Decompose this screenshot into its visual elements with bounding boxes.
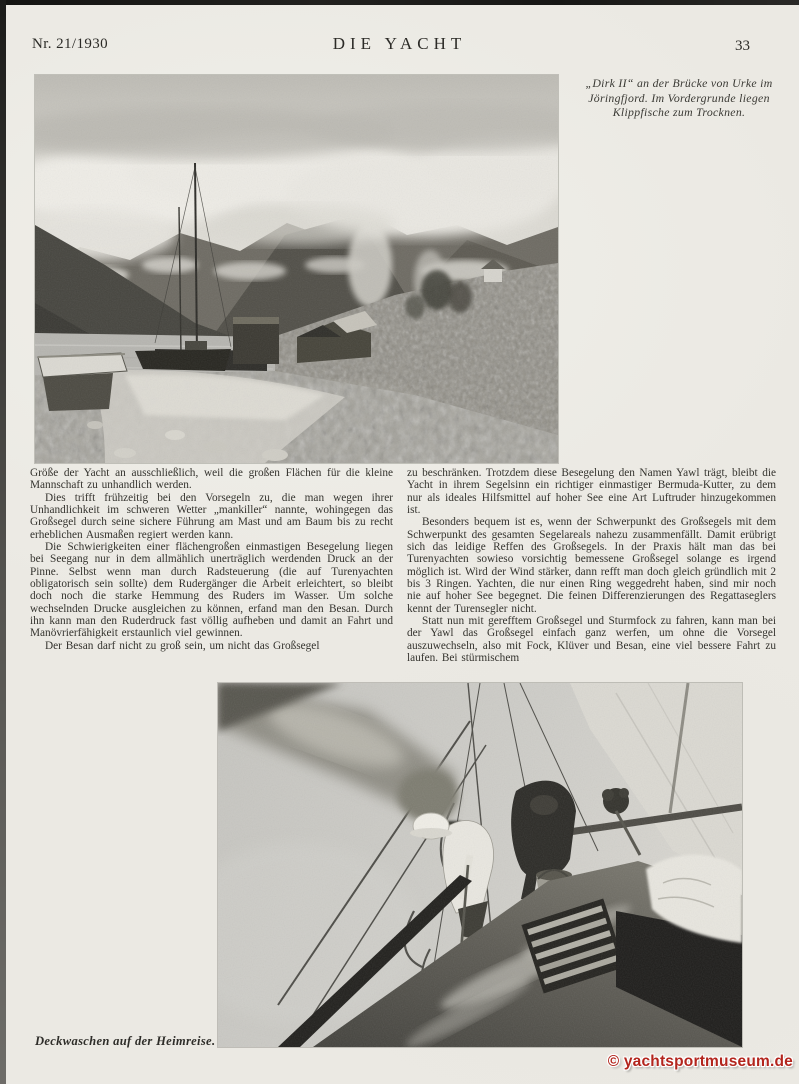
issue-number: Nr. 21/1930	[32, 36, 109, 52]
paragraph: Dies trifft frühzeitig bei den Vorsegeln zu, die man wegen ihrer Unhandlichkeit im schweren Wetter „mankiller“ nannte, wohingegen das Großsegel durch seine sichere Führung am Mast und am Baum bis zu recht erheblichen Ausmaßen regiert werden kann.	[30, 491, 393, 541]
paragraph: Größe der Yacht an ausschließlich, weil die großen Flächen für die kleine Mannschaft zu unhandlich werden.	[30, 467, 393, 492]
page-number: 33	[735, 38, 750, 54]
scan-edge-top	[0, 0, 799, 5]
paragraph: Die Schwierigkeiten einer flächengroßen einmastigen Besegelung liegen bei Seegang nur in dem allmählich unerträglich werdenden Druck an der Pinne. Selbst wenn man durch Radsteuerung (die auf Turenyachten obligatorisch sein sollte) dem Rudergänger die Arbeit erleichtert, so bleibt doch noch die starke Hemmung des Ruders im Wasser. Um solche wechselnden Drucke ausgleichen zu können, erfand man den Besan. Durch ihn kann man den Ruderdruck fast völlig aufheben und damit an Fahrt und Manövrierfähigkeit erstaunlich viel gewinnen.	[30, 541, 393, 640]
photo-grain	[218, 683, 742, 1047]
paragraph: zu beschränken. Trotzdem diese Besegelung den Namen Yawl trägt, bleibt die Yacht in ihrem Segelsinn ein richtiger einmastiger Bermuda-Kutter, zu dem nur als ideales Hilfsmittel auf hoher See eine Art Luftruder hinzugekommen ist.	[407, 467, 776, 517]
text-column-right	[407, 467, 776, 665]
paragraph: Besonders bequem ist es, wenn der Schwerpunkt des Großsegels mit dem Schwerpunkt des gesamten Segelareals nahezu zusammenfällt. Damit erübrigt sich das leidige Reffen des Großsegels. In der Praxis hält man das bei Turenyachten sowieso vorsichtig bemessene Großsegel solange es irgend möglich ist. Wird der Wind stärker, dann refft man doch gleich gründlich mit 2 bis 3 Ringen. Yachten, die nur einen Ring weggedreht haben, sind mir noch nie auf hoher See begegnet. Die feinen Differenzierungen des Regattaseglers kennt der Turensegler nicht.	[407, 516, 776, 615]
paragraph: Der Besan darf nicht zu groß sein, um nicht das Großsegel	[45, 639, 320, 652]
deck-photo-caption: Deckwaschen auf der Heimreise.	[35, 1034, 216, 1048]
fjord-photo	[35, 75, 558, 463]
deck-washing-photo	[218, 683, 742, 1047]
text-column-left	[30, 467, 393, 652]
fjord-photo-caption: „Dirk II“ an der Brücke von Urke im Jöringfjord. Im Vordergrunde liegen Klippfische zum Trocknen.	[585, 76, 773, 120]
scan-edge-left	[0, 0, 6, 1084]
photo-grain	[35, 75, 558, 463]
paragraph: Statt nun mit gerefftem Großsegel und Sturmfock zu fahren, kann man bei der Yawl das Großsegel einfach ganz werfen, um ohne die Vorsegel auszuwechseln, also mit Fock, Klüver und Besan, eine viel bessere Fahrt zu laufen. Bei stürmischem	[407, 615, 776, 665]
magazine-title: DIE YACHT	[332, 34, 467, 53]
watermark: © yachtsportmuseum.de	[607, 1053, 793, 1070]
